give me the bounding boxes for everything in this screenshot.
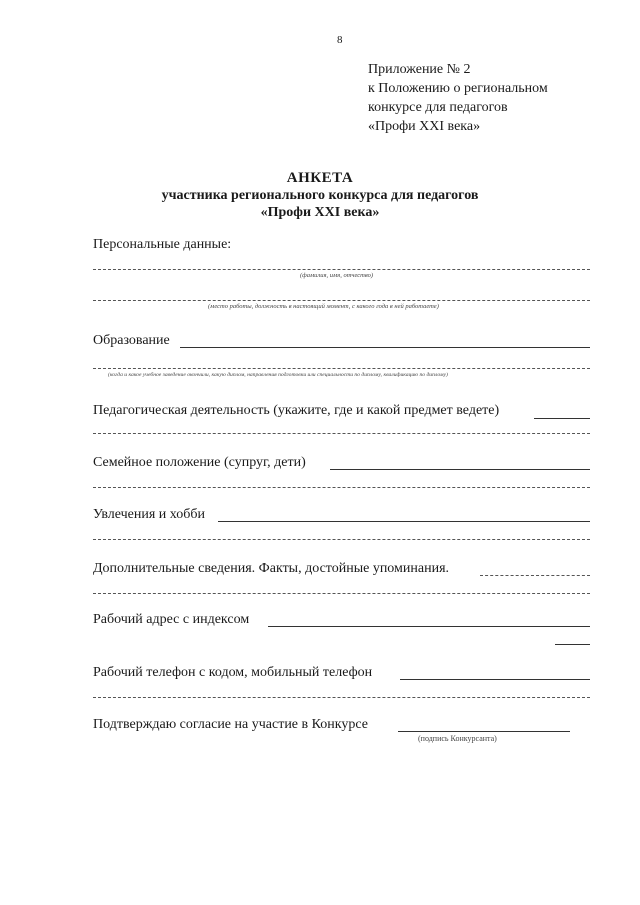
work-address-label: Рабочий адрес с индексом — [93, 612, 250, 627]
education-label: Образование — [93, 333, 170, 348]
pedagogical-line-1[interactable] — [534, 418, 590, 419]
work-address-line-2[interactable] — [555, 644, 590, 645]
work-phone-label: Рабочий телефон с кодом, мобильный телефон — [93, 665, 373, 680]
personal-name-hint: (фамилия, имя, отчество) — [300, 272, 374, 279]
work-phone-line-2[interactable] — [93, 697, 590, 698]
appendix-line-1: Приложение № 2 — [368, 62, 471, 77]
pedagogical-label: Педагогическая деятельность (укажите, где и какой предмет ведете) — [93, 403, 500, 418]
work-address-line-1[interactable] — [268, 626, 590, 627]
signature-line[interactable] — [398, 731, 570, 732]
document-subtitle-2: «Профи XXI века» — [260, 205, 380, 220]
education-line-2[interactable] — [93, 368, 590, 369]
personal-work-line[interactable] — [93, 300, 590, 301]
signature-hint: (подпись Конкурсанта) — [418, 734, 497, 743]
hobbies-line-1[interactable] — [218, 521, 590, 522]
additional-line-1[interactable] — [480, 575, 590, 576]
page-number: 8 — [337, 34, 343, 46]
personal-work-hint: (место работы, должность в настоящий момент, с какого года в ней работаете) — [208, 303, 439, 310]
consent-label: Подтверждаю согласие на участие в Конкурсе — [93, 717, 368, 732]
pedagogical-line-2[interactable] — [93, 433, 590, 434]
appendix-line-3: конкурсе для педагогов — [368, 100, 508, 115]
appendix-line-2: к Положению о региональном — [368, 81, 548, 96]
family-line-2[interactable] — [93, 487, 590, 488]
additional-label: Дополнительные сведения. Факты, достойные упоминания. — [93, 561, 450, 576]
family-label: Семейное положение (супруг, дети) — [93, 455, 306, 470]
document-title: АНКЕТА — [286, 170, 354, 186]
personal-data-label: Персональные данные: — [93, 237, 232, 252]
hobbies-label: Увлечения и хобби — [93, 507, 205, 522]
additional-line-2[interactable] — [93, 593, 590, 594]
appendix-block — [368, 60, 548, 136]
personal-name-line[interactable] — [93, 269, 590, 270]
family-line-1[interactable] — [330, 469, 590, 470]
title-block — [0, 170, 640, 221]
work-phone-line-1[interactable] — [400, 679, 590, 680]
education-hint: (когда и какое учебное заведение окончили, какую диплом, направления подготовки или специальности по диплому, квалификацию по диплому) — [108, 372, 448, 378]
document-subtitle-1: участника регионального конкурса для педагогов — [161, 188, 479, 203]
hobbies-line-2[interactable] — [93, 539, 590, 540]
education-line-1[interactable] — [180, 347, 590, 348]
appendix-line-4: «Профи XXI века» — [368, 119, 481, 134]
